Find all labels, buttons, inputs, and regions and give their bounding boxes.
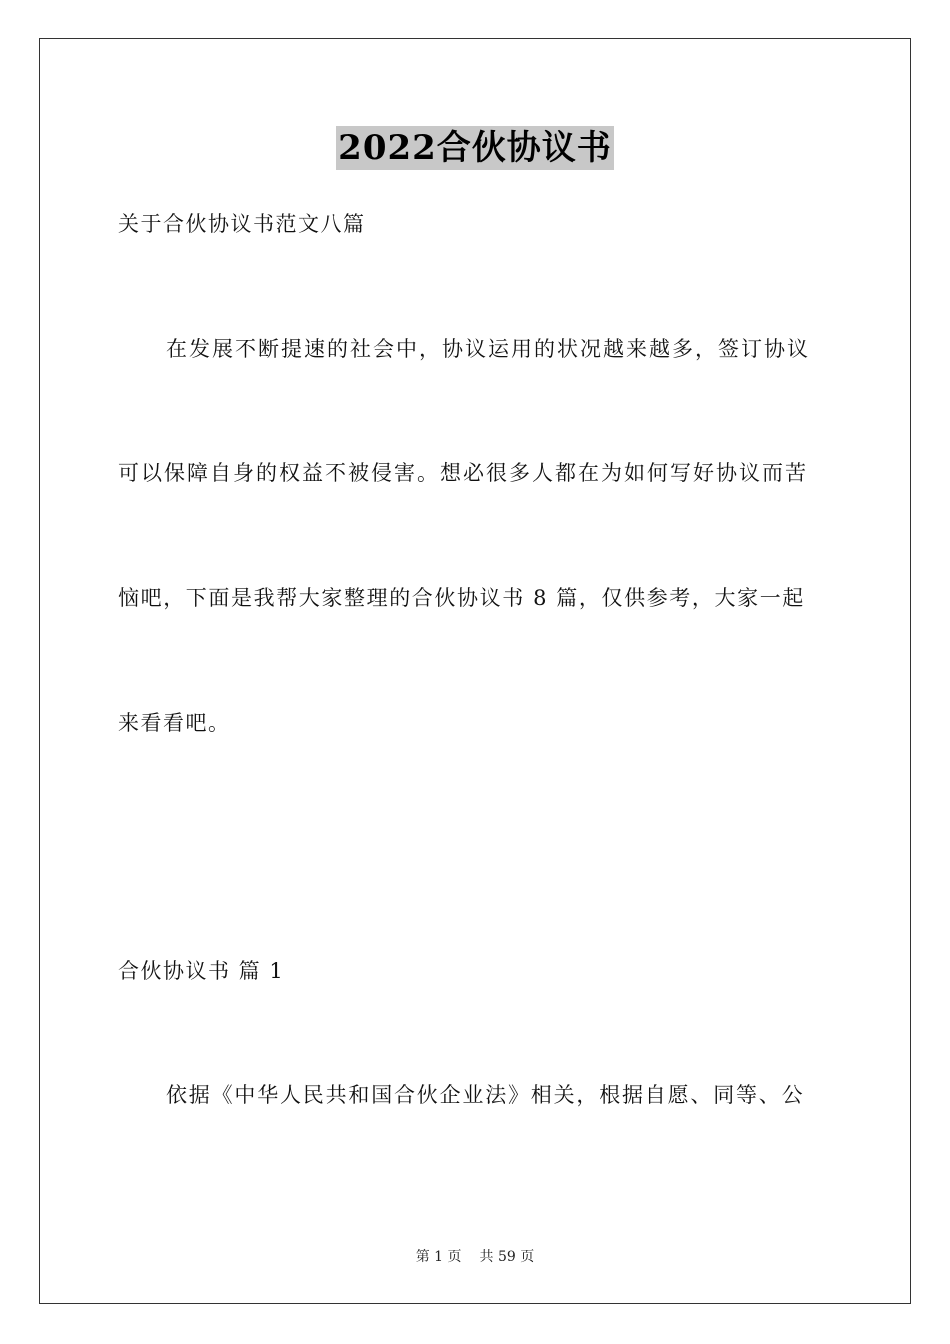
document-title-container xyxy=(0,126,950,176)
paragraph-line-4: 来看看吧。 xyxy=(118,711,231,735)
section-paragraph-line-1: 依据《中华人民共和国合伙企业法》相关，根据自愿、同等、公 xyxy=(166,1083,805,1107)
page-footer xyxy=(0,1247,950,1267)
page-number-current: 第 1 页 xyxy=(415,1249,462,1265)
paragraph-line-2: 可以保障自身的权益不被侵害。想必很多人都在为如何写好协议而苦 xyxy=(118,461,808,485)
section-heading: 合伙协议书 篇 1 xyxy=(118,959,285,983)
paragraph-line-3: 恼吧，下面是我帮大家整理的合伙协议书 8 篇，仅供参考，大家一起 xyxy=(118,586,805,610)
document-subtitle: 关于合伙协议书范文八篇 xyxy=(118,212,366,236)
page-number-total: 共 59 页 xyxy=(479,1249,535,1265)
paragraph-line-1: 在发展不断提速的社会中，协议运用的状况越来越多，签订协议 xyxy=(166,337,810,361)
document-title: 2022合伙协议书 xyxy=(338,128,612,168)
